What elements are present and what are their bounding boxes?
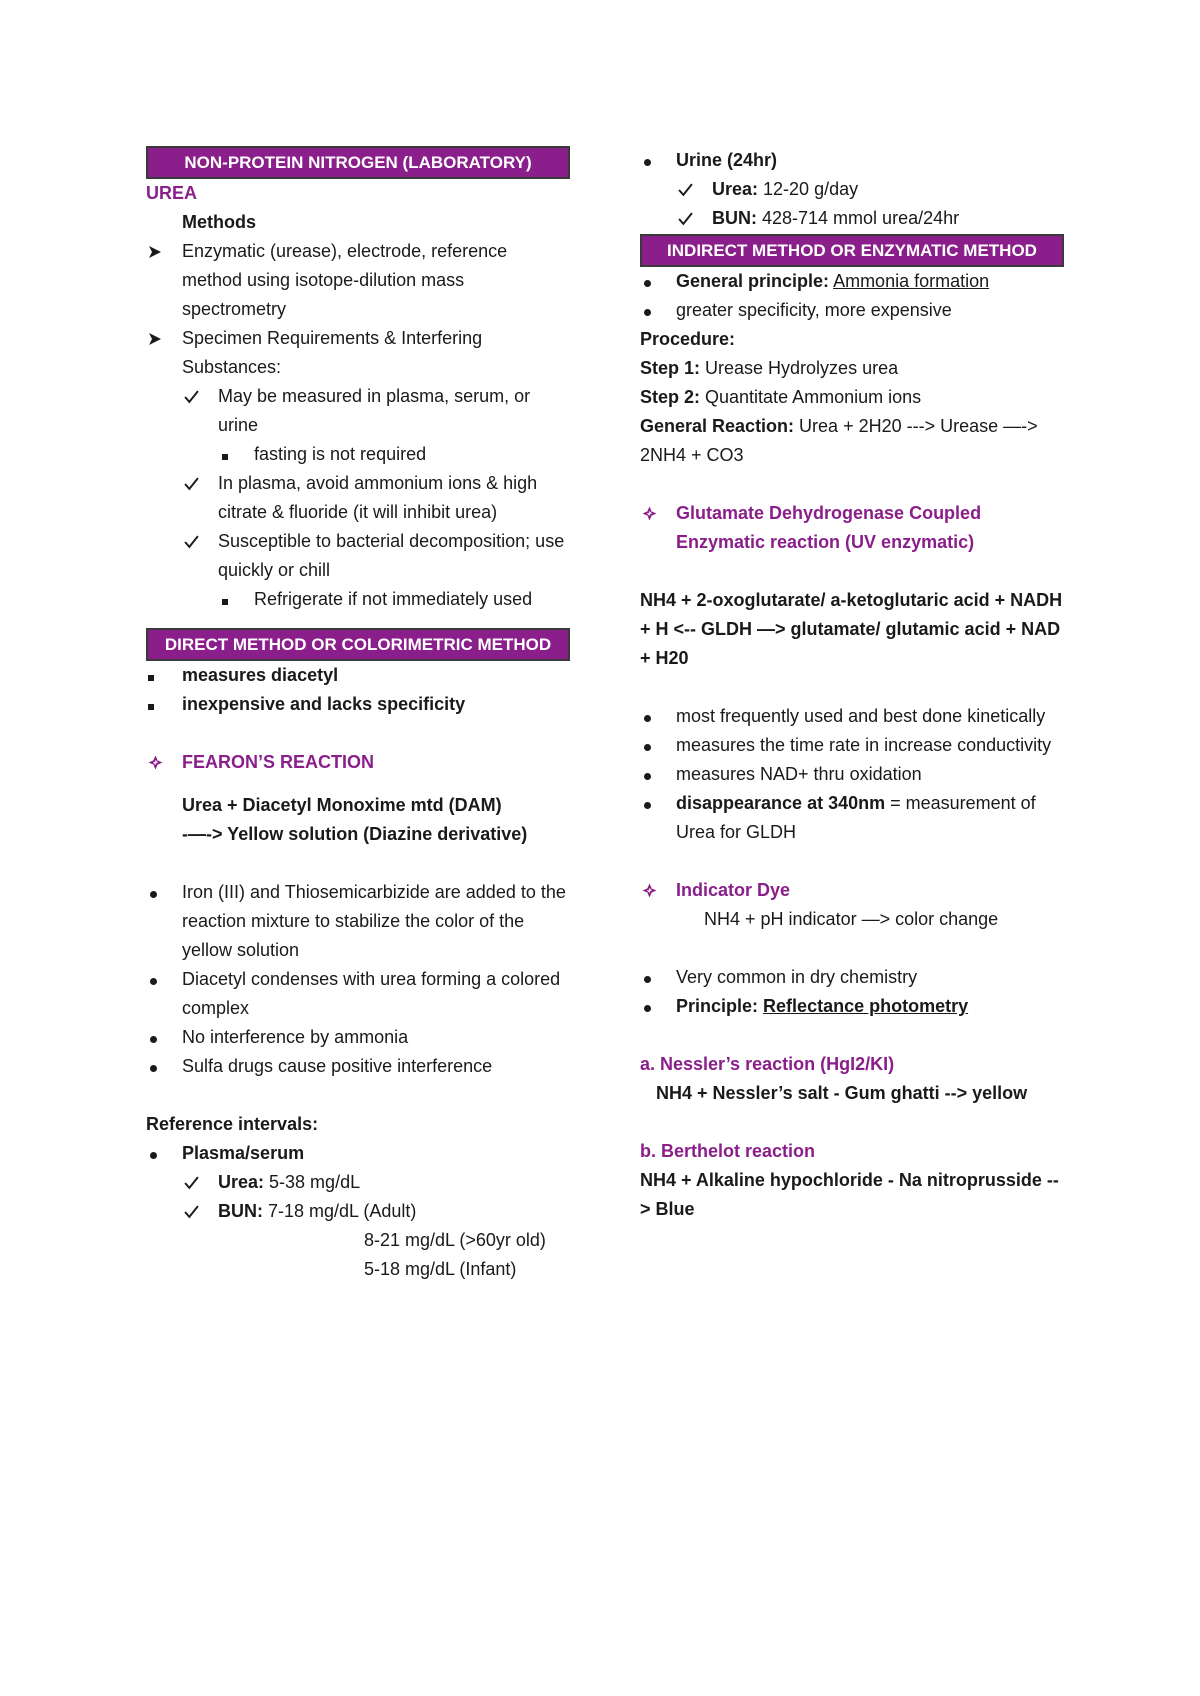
dot-bullet-icon xyxy=(148,878,157,907)
check-icon xyxy=(184,476,199,491)
dot-bullet-icon xyxy=(148,1023,157,1052)
dot-bullet-icon xyxy=(642,296,651,325)
section-header-direct: DIRECT METHOD OR COLORIMETRIC METHOD xyxy=(146,628,570,661)
square-bullet-icon xyxy=(222,440,228,469)
general-reaction: General Reaction: Urea + 2H20 ---> Urease —-> 2NH4 + CO3 xyxy=(640,416,1038,465)
check-icon xyxy=(184,534,199,549)
diamond-bullet-icon xyxy=(642,883,657,898)
check-icon xyxy=(184,1204,199,1219)
gldh-title: Glutamate Dehydrogenase Coupled Enzymatic reaction (UV enzymatic) xyxy=(640,499,1064,557)
method-item: Specimen Requirements & Interfering Substances: xyxy=(146,324,570,382)
check-icon xyxy=(184,1175,199,1190)
left-column xyxy=(146,146,570,1284)
check-icon xyxy=(678,211,693,226)
berthelot-equation: NH4 + Alkaline hypochloride - Na nitroprusside --> Blue xyxy=(640,1170,1059,1219)
procedure-label: Procedure: xyxy=(640,329,736,349)
indicator-dye-title: Indicator Dye xyxy=(640,876,1064,905)
square-bullet-icon xyxy=(148,690,154,719)
indicator-dye-equation: NH4 + pH indicator —> color change xyxy=(704,909,999,929)
methods-label: Methods xyxy=(182,212,256,232)
dye-item: Very common in dry chemistry xyxy=(640,963,1064,992)
diamond-bullet-icon xyxy=(642,506,657,521)
check-icon xyxy=(678,182,693,197)
ref-bun-elderly: 8-21 mg/dL (>60yr old) xyxy=(364,1230,546,1250)
specimen-item: May be measured in plasma, serum, or urine xyxy=(146,382,570,440)
right-column xyxy=(640,146,1064,1224)
direct-item: measures diacetyl xyxy=(146,661,570,690)
gldh-item: measures NAD+ thru oxidation xyxy=(640,760,1064,789)
section-header-indirect: INDIRECT METHOD OR ENZYMATIC METHOD xyxy=(640,234,1064,267)
dot-bullet-icon xyxy=(642,789,651,818)
dot-bullet-icon xyxy=(642,702,651,731)
dot-bullet-icon xyxy=(148,965,157,994)
arrow-bullet-icon xyxy=(148,332,162,346)
fearon-item: Diacetyl condenses with urea forming a colored complex xyxy=(146,965,570,1023)
nessler-title: a. Nessler’s reaction (HgI2/KI) xyxy=(640,1054,895,1074)
urine-bun-item: BUN: 428-714 mmol urea/24hr xyxy=(640,204,1064,233)
diamond-bullet-icon xyxy=(148,755,163,770)
fearon-item: Sulfa drugs cause positive interference xyxy=(146,1052,570,1081)
reference-intervals-title: Reference intervals: xyxy=(146,1114,319,1134)
fearon-title: FEARON’S REACTION xyxy=(146,748,570,777)
dot-bullet-icon xyxy=(148,1139,157,1168)
specificity-item: greater specificity, more expensive xyxy=(640,296,1064,325)
urine-item: Urine (24hr) xyxy=(640,146,1064,175)
gldh-item: disappearance at 340nm = measurement of Urea for GLDH xyxy=(640,789,1064,847)
square-bullet-icon xyxy=(222,585,228,614)
direct-item: inexpensive and lacks specificity xyxy=(146,690,570,719)
specimen-subitem: fasting is not required xyxy=(146,440,570,469)
urine-urea-item: Urea: 12-20 g/day xyxy=(640,175,1064,204)
square-bullet-icon xyxy=(148,661,154,690)
method-item: Enzymatic (urease), electrode, reference method using isotope-dilution mass spectrometry xyxy=(146,237,570,324)
check-icon xyxy=(184,389,199,404)
fearon-item: No interference by ammonia xyxy=(146,1023,570,1052)
dye-item: Principle: Reflectance photometry xyxy=(640,992,1064,1021)
plasma-serum-item: Plasma/serum xyxy=(146,1139,570,1168)
fearon-equation: Urea + Diacetyl Monoxime mtd (DAM) -—-> Yellow solution (Diazine derivative) xyxy=(182,795,528,844)
fearon-item: Iron (III) and Thiosemicarbizide are added to the reaction mixture to stabilize the color of the yellow solution xyxy=(146,878,570,965)
specimen-item: Susceptible to bacterial decomposition; use quickly or chill xyxy=(146,527,570,585)
dot-bullet-icon xyxy=(148,1052,157,1081)
arrow-bullet-icon xyxy=(148,245,162,259)
dot-bullet-icon xyxy=(642,760,651,789)
dot-bullet-icon xyxy=(642,992,651,1021)
step2: Step 2: Quantitate Ammonium ions xyxy=(640,387,922,407)
step1: Step 1: Urease Hydrolyzes urea xyxy=(640,358,899,378)
berthelot-title: b. Berthelot reaction xyxy=(640,1141,816,1161)
specimen-item: In plasma, avoid ammonium ions & high citrate & fluoride (it will inhibit urea) xyxy=(146,469,570,527)
gldh-item: measures the time rate in increase conductivity xyxy=(640,731,1064,760)
dot-bullet-icon xyxy=(642,731,651,760)
dot-bullet-icon xyxy=(642,146,651,175)
ref-bun-infant: 5-18 mg/dL (Infant) xyxy=(364,1259,517,1279)
ref-bun-item: BUN: 7-18 mg/dL (Adult) xyxy=(146,1197,570,1226)
dot-bullet-icon xyxy=(642,267,651,296)
gldh-equation: NH4 + 2-oxoglutarate/ a-ketoglutaric acid + NADH + H <-- GLDH —> glutamate/ glutamic acid + NAD + H20 xyxy=(640,590,1063,668)
urea-title: UREA xyxy=(146,183,198,203)
gldh-item: most frequently used and best done kinetically xyxy=(640,702,1064,731)
specimen-subitem: Refrigerate if not immediately used xyxy=(146,585,570,614)
section-header-npn: NON-PROTEIN NITROGEN (LABORATORY) xyxy=(146,146,570,179)
principle-item: General principle: Ammonia formation xyxy=(640,267,1064,296)
nessler-equation: NH4 + Nessler’s salt - Gum ghatti --> yellow xyxy=(656,1083,1028,1103)
dot-bullet-icon xyxy=(642,963,651,992)
ref-urea-item: Urea: 5-38 mg/dL xyxy=(146,1168,570,1197)
